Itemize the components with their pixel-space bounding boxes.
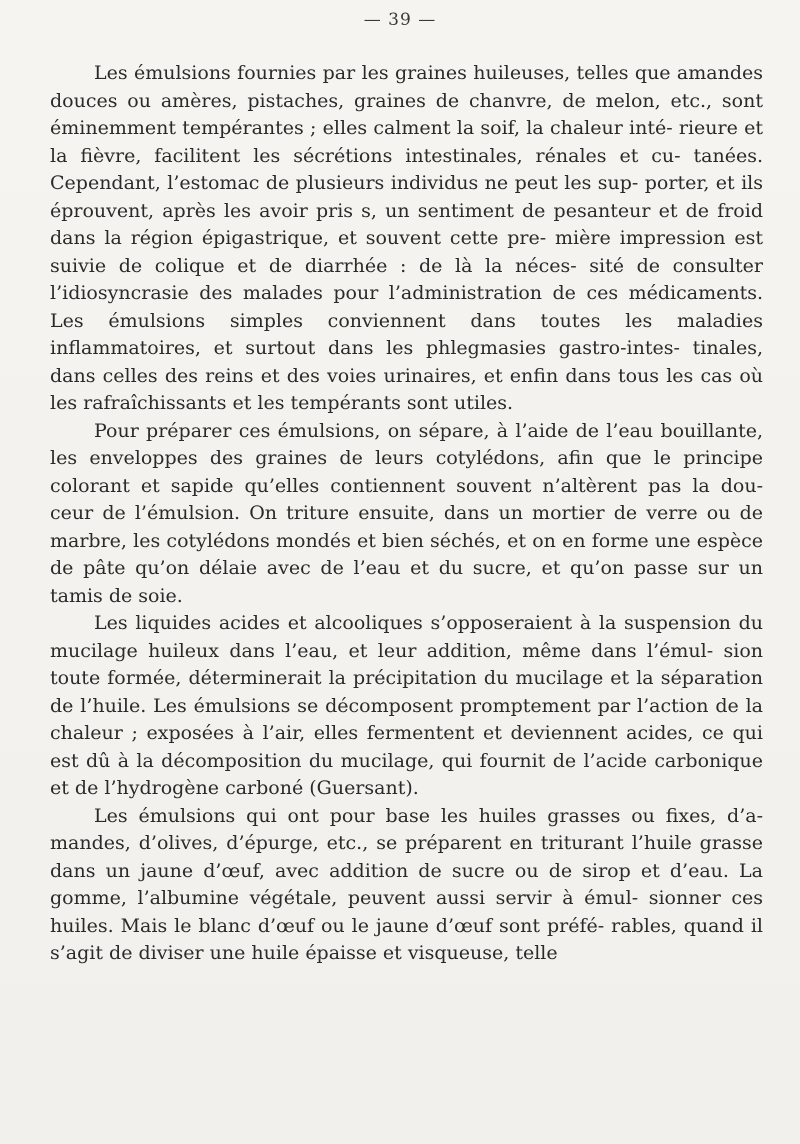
page-number: — 39 — <box>363 10 437 30</box>
paragraph-1: Les émulsions fournies par les graines huileuses, telles que amandes douces ou amères, pistaches, graines de chanvre, de melon, etc., sont éminemment tempérantes ; elles calment la soif, la chaleur inté- rieure et la fièvre, facilitent les sécrétions intestinales, rénales et cu- tanées. Cependant, l’estomac de plusieurs individus ne peut les sup- porter, et ils éprouvent, après les avoir pris s, un sentiment de pesanteur et de froid dans la région épigastrique, et souvent cette pre- mière impression est suivie de colique et de diarrhée : de là la néces- sité de consulter l’idiosyncrasie des malades pour l’administration de ces médicaments. Les émulsions simples conviennent dans toutes les maladies inflammatoires, et surtout dans les phlegmasies gastro-intes- tinales, dans celles des reins et des voies urinaires, et enfin dans tous les cas où les rafraîchissants et les tempérants sont utiles. <box>50 62 763 414</box>
body-text <box>50 60 763 968</box>
paragraph-4: Les émulsions qui ont pour base les huiles grasses ou fixes, d’a- mandes, d’olives, d’épurge, etc., se préparent en triturant l’huile grasse dans un jaune d’œuf, avec addition de sucre ou de sirop et d’eau. La gomme, l’albumine végétale, peuvent aussi servir à émul- sionner ces huiles. Mais le blanc d’œuf ou le jaune d’œuf sont préfé- rables, quand il s’agit de diviser une huile épaisse et visqueuse, telle <box>50 804 763 964</box>
paragraph-2: Pour préparer ces émulsions, on sépare, à l’aide de l’eau bouillante, les enveloppes des graines de leurs cotylédons, afin que le principe colorant et sapide qu’elles contiennent souvent n’altèrent pas la dou- ceur de l’émulsion. On triture ensuite, dans un mortier de verre ou de marbre, les cotylédons mondés et bien séchés, et on en forme une espèce de pâte qu’on délaie avec de l’eau et du sucre, et qu’on passe sur un tamis de soie. <box>50 419 763 607</box>
paragraph-3: Les liquides acides et alcooliques s’opposeraient à la suspension du mucilage huileux dans l’eau, et leur addition, même dans l’émul- sion toute formée, déterminerait la précipitation du mucilage et la séparation de l’huile. Les émulsions se décomposent promptement par l’action de la chaleur ; exposées à l’air, elles fermentent et deviennent acides, ce qui est dû à la décomposition du mucilage, qui fournit de l’acide carbonique et de l’hydrogène carboné (Guersant). <box>50 612 763 799</box>
